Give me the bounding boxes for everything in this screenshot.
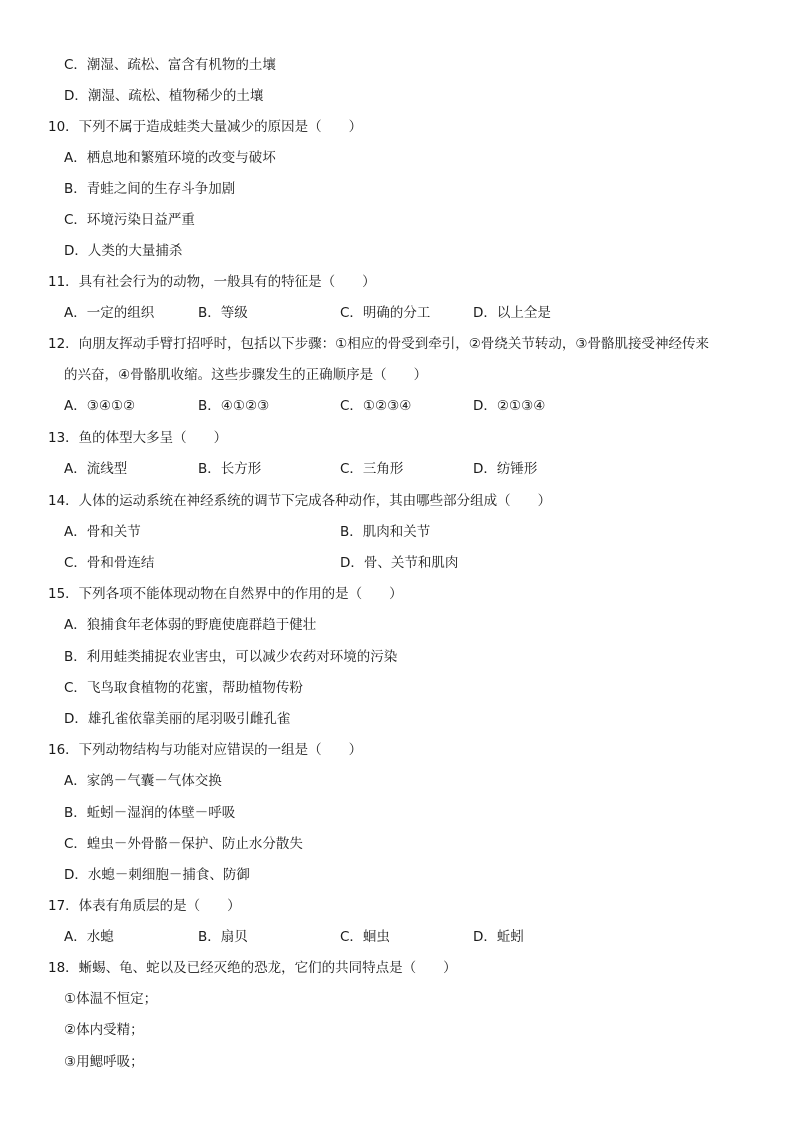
q18-item-2: ②体内受精；	[64, 1022, 144, 1038]
q14-option-c: C．骨和骨连结	[64, 555, 155, 571]
q13-option-b: B．长方形	[198, 461, 262, 477]
q14-option-a: A．骨和关节	[64, 524, 141, 540]
q16-option-a: A．家鸽－气囊－气体交换	[64, 773, 222, 789]
q17-option-c: C．蛔虫	[340, 929, 390, 945]
q18-item-3: ③用鳃呼吸；	[64, 1054, 144, 1070]
q17-stem: 17．体表有角质层的是（ ）	[48, 898, 241, 914]
q16-stem: 16．下列动物结构与功能对应错误的一组是（ ）	[48, 742, 363, 758]
q14-option-d: D．骨、关节和肌肉	[340, 555, 459, 571]
q9-option-c: C．潮湿、疏松、富含有机物的土壤	[64, 57, 276, 73]
q18-item-1: ①体温不恒定；	[64, 991, 158, 1007]
q14-option-b: B．肌肉和关节	[340, 524, 431, 540]
q15-stem: 15．下列各项不能体现动物在自然界中的作用的是（ ）	[48, 586, 403, 602]
q13-stem: 13．鱼的体型大多呈（ ）	[48, 430, 228, 446]
q10-option-a: A．栖息地和繁殖环境的改变与破坏	[64, 150, 276, 166]
q17-option-a: A．水螅	[64, 929, 114, 945]
q12-stem-continued: 的兴奋，④骨骼肌收缩。这些步骤发生的正确顺序是（ ）	[64, 367, 428, 383]
q17-option-b: B．扇贝	[198, 929, 248, 945]
q16-option-b: B．蚯蚓－湿润的体壁－呼吸	[64, 805, 236, 821]
q13-option-d: D．纺锤形	[473, 461, 538, 477]
q14-stem: 14．人体的运动系统在神经系统的调节下完成各种动作，其由哪些部分组成（ ）	[48, 493, 552, 509]
q12-stem: 12．向朋友挥动手臂打招呼时，包括以下步骤：①相应的骨受到牵引，②骨绕关节转动，③骨骼肌接受神经传来	[48, 336, 709, 352]
q10-option-c: C．环境污染日益严重	[64, 212, 195, 228]
q11-stem: 11．具有社会行为的动物，一般具有的特征是（ ）	[48, 274, 376, 290]
q9-option-d: D．潮湿、疏松、植物稀少的土壤	[64, 88, 264, 104]
q13-option-a: A．流线型	[64, 461, 128, 477]
q15-option-c: C．飞鸟取食植物的花蜜，帮助植物传粉	[64, 680, 303, 696]
q15-option-b: B．利用蛙类捕捉农业害虫，可以减少农药对环境的污染	[64, 649, 398, 665]
q13-option-c: C．三角形	[340, 461, 404, 477]
q12-option-d: D．②①③④	[473, 398, 546, 414]
q17-option-d: D．蚯蚓	[473, 929, 524, 945]
q10-option-b: B．青蛙之间的生存斗争加剧	[64, 181, 236, 197]
q12-option-b: B．④①②③	[198, 398, 270, 414]
q18-stem: 18．蜥蜴、龟、蛇以及已经灭绝的恐龙，它们的共同特点是（ ）	[48, 960, 457, 976]
q16-option-c: C．蝗虫－外骨骼－保护、防止水分散失	[64, 836, 303, 852]
q11-option-c: C．明确的分工	[340, 305, 431, 321]
q11-option-d: D．以上全是	[473, 305, 551, 321]
q11-option-b: B．等级	[198, 305, 248, 321]
q15-option-d: D．雄孔雀依靠美丽的尾羽吸引雌孔雀	[64, 711, 291, 727]
q10-stem: 10．下列不属于造成蛙类大量减少的原因是（ ）	[48, 119, 363, 135]
q11-option-a: A．一定的组织	[64, 305, 155, 321]
q16-option-d: D．水螅－刺细胞－捕食、防御	[64, 867, 250, 883]
q10-option-d: D．人类的大量捕杀	[64, 243, 183, 259]
q12-option-a: A．③④①②	[64, 398, 136, 414]
q15-option-a: A．狼捕食年老体弱的野鹿使鹿群趋于健壮	[64, 617, 317, 633]
q12-option-c: C．①②③④	[340, 398, 412, 414]
